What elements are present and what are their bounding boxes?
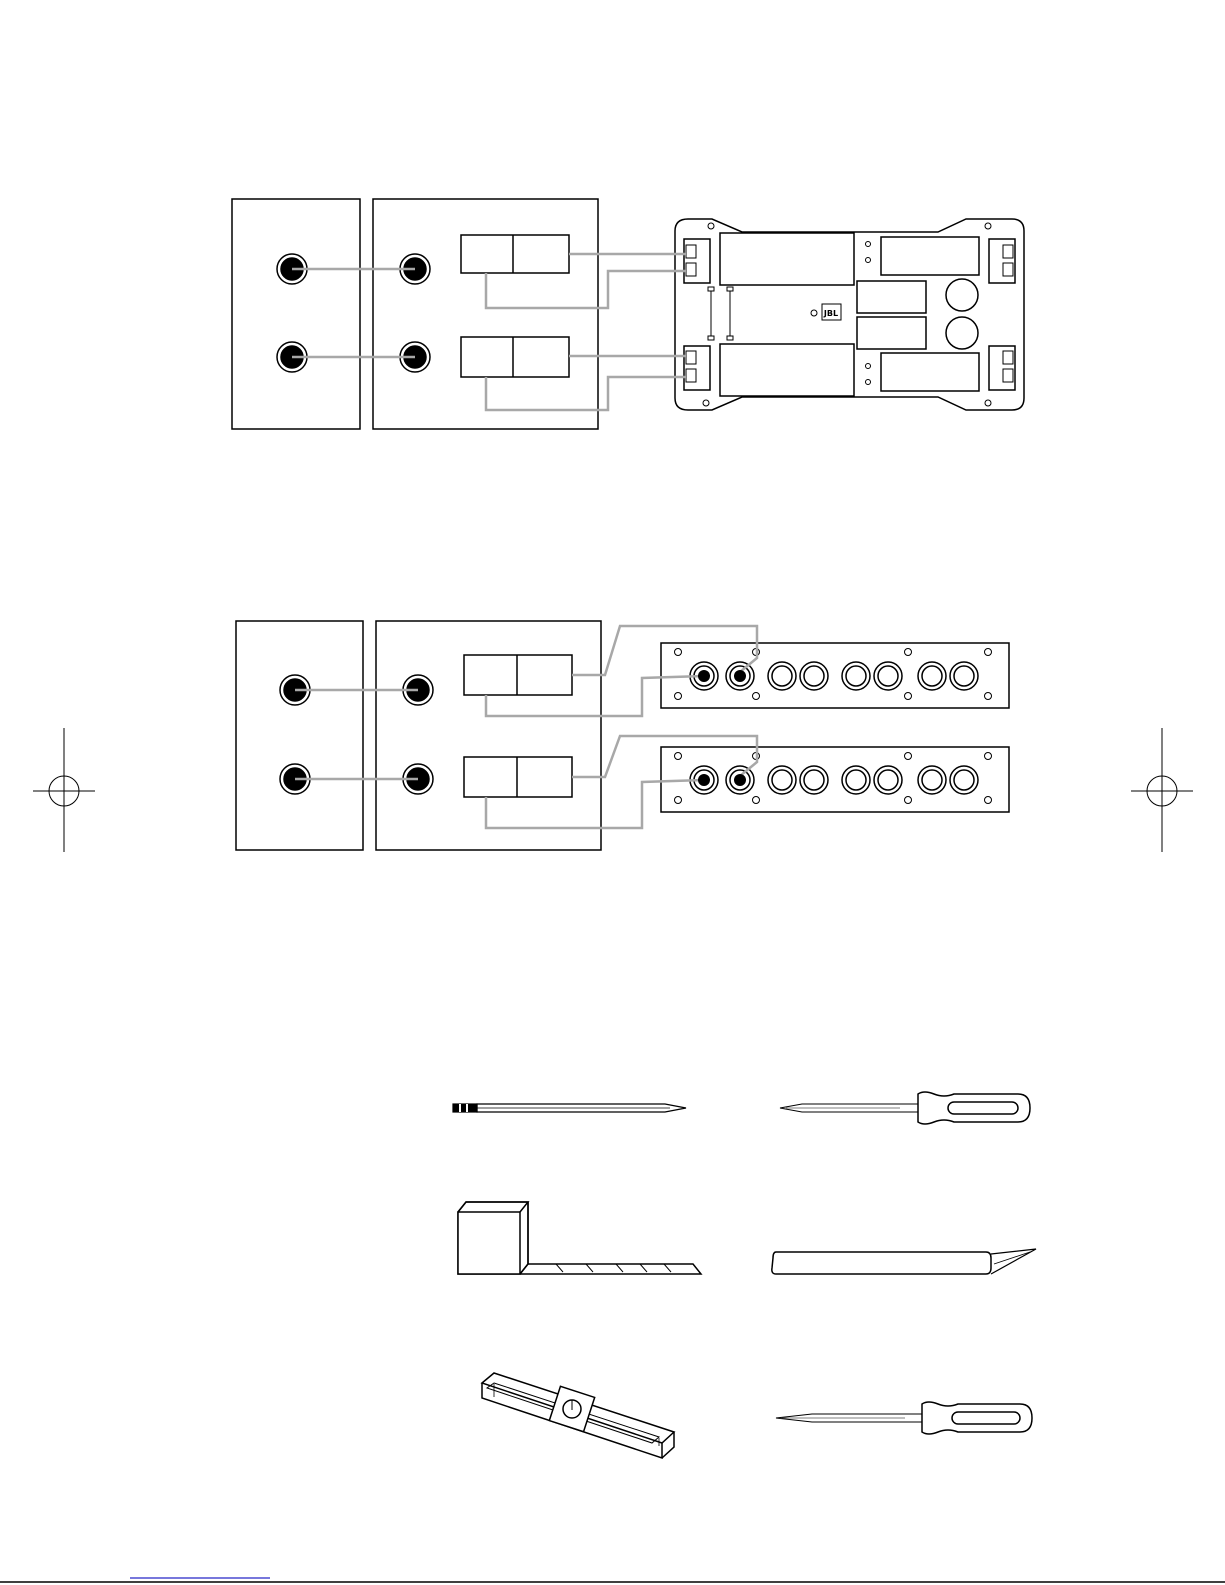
wire-top-b: [486, 271, 686, 308]
source-panel-1: [232, 199, 360, 429]
amp-knob-1: [946, 279, 978, 311]
amp-knob-2: [946, 317, 978, 349]
phillips-screwdriver-icon: [780, 1092, 1030, 1124]
amp-fuses: [708, 287, 733, 340]
amp-control-box-1: [857, 281, 926, 313]
amp-panel-top-left: [720, 233, 854, 285]
drill-bit-icon: [453, 1104, 686, 1112]
amp-logo-text: JBL: [823, 309, 839, 318]
amp-control-box-2: [857, 317, 926, 349]
amplifier-chassis: [675, 219, 1024, 410]
diagram-1-wires: [292, 254, 686, 410]
jack-centers-active: [698, 670, 746, 786]
amp-input-terminal-top: [684, 239, 710, 283]
connector-block-top: [461, 235, 569, 273]
rca-jack-strip-bottom: [661, 747, 1009, 812]
spirit-level-icon: [482, 1373, 674, 1458]
rca-jack-strip-top: [661, 643, 1009, 708]
crop-mark-right: [1131, 728, 1193, 852]
amp-panel-bottom-left: [720, 344, 854, 396]
tape-measure-icon: [458, 1202, 701, 1274]
amp-output-terminal-top: [989, 239, 1015, 283]
crop-mark-left: [33, 728, 95, 852]
chassis-screws: [703, 223, 991, 406]
diagram-1: [232, 199, 1024, 429]
amp-output-terminal-bottom: [989, 346, 1015, 390]
amp-panel-bottom-right: [881, 353, 979, 391]
connector-block-2-bottom: [464, 757, 572, 797]
amp-input-terminal-bottom: [684, 346, 710, 390]
flat-screwdriver-icon: [776, 1402, 1032, 1434]
utility-knife-icon: [772, 1249, 1036, 1274]
source-panel-2: [236, 621, 363, 850]
connector-block-2-top: [464, 655, 572, 695]
amp-panel-top-right: [881, 237, 979, 275]
wire-bottom-b: [486, 377, 686, 410]
connector-block-bottom: [461, 337, 569, 377]
